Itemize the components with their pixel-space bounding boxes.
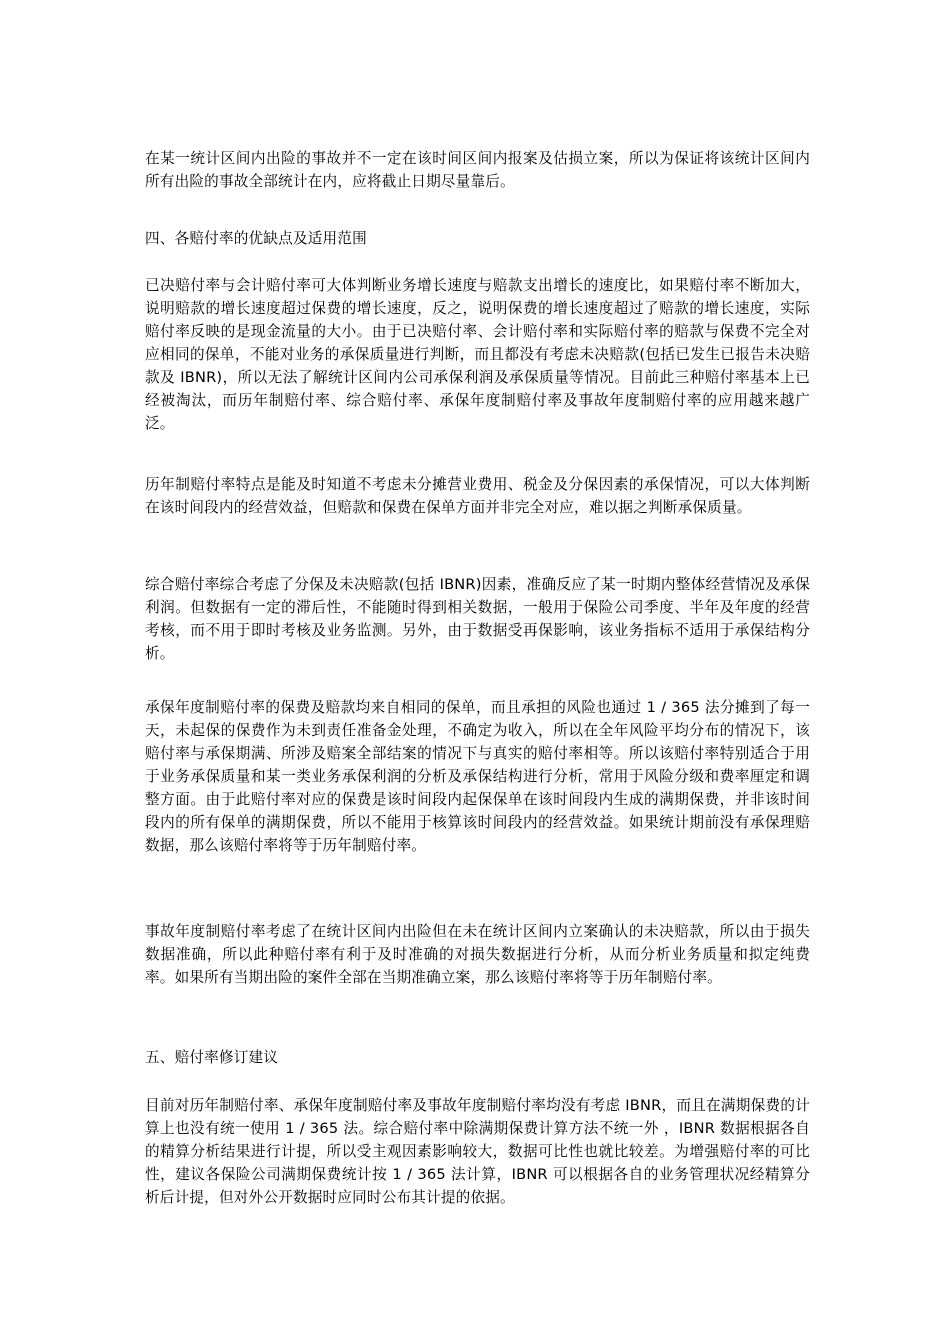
paragraph-settled-accounting-ratio: 已决赔付率与会计赔付率可大体判断业务增长速度与赔款支出增长的速度比，如果赔付率不断加大，说明赔款的增长速度超过保费的增长速度，反之，说明保费的增长速度超过了赔款的增长速度，实际赔付率反映的是现金流量的大小。由于已决赔付率、会计赔付率和实际赔付率的赔款与保费不完全对应相同的保单，不能对业务的承保质量进行判断，而且都没有考虑未决赔款(包括已发生已报告未决赔款及 IBNR)，所以无法了解统计区间内公司承保利润及承保质量等情况。目前此三种赔付率基本上已经被淘汰，而历年制赔付率、综合赔付率、承保年度制赔付率及事故年度制赔付率的应用越来越广泛。 (145, 277, 810, 432)
paragraph-underwriting-year-ratio: 承保年度制赔付率的保费及赔款均来自相同的保单，而且承担的风险也通过 1 / 365 法分摊到了每一天，未起保的保费作为未到责任准备金处理，不确定为收入，所以在全年风险平均分布的情况下，该赔付率与承保期满、所涉及赔案全部结案的情况下与真实的赔付率相等。所以该赔付率特别适合于用于业务承保质量和某一类业务承保利润的分析及承保结构进行分析，常用于风险分级和费率厘定和调整方面。由于此赔付率对应的保费是该时间段内起保保单在该时间段内生成的满期保费，并非该时间段内的所有保单的满期保费，所以不能用于核算该时间段内的经营效益。如果统计期前没有承保理赔数据，那么该赔付率将等于历年制赔付率。 (145, 699, 810, 854)
paragraph-calendar-year-ratio: 历年制赔付率特点是能及时知道不考虑未分摊营业费用、税金及分保因素的承保情况，可以大体判断在该时间段内的经营效益，但赔款和保费在保单方面并非完全对应，难以据之判断承保质量。 (145, 476, 810, 516)
paragraph-revision-suggestions: 目前对历年制赔付率、承保年度制赔付率及事故年度制赔付率均没有考虑 IBNR，而且在满期保费的计算上也没有统一使用 1 / 365 法。综合赔付率中除满期保费计算方法不统一外 ，IBNR 数据根据各自的精算分析结果进行计提，所以受主观因素影响较大，数据可比性也就比较差。为增强赔付率的可比性，建议各保险公司满期保费统计按 1 / 365 法计算，IBNR 可以根据各自的业务管理状况经精算分析后计提，但对外公开数据时应同时公布其计提的依据。 (145, 1097, 810, 1206)
paragraph-cutoff-date: 在某一统计区间内出险的事故并不一定在该时间区间内报案及估损立案，所以为保证将该统计区间内所有出险的事故全部统计在内，应将截止日期尽量靠后。 (145, 150, 810, 190)
paragraph-combined-ratio: 综合赔付率综合考虑了分保及未决赔款(包括 IBNR)因素，准确反应了某一时期内整体经营情况及承保利润。但数据有一定的滞后性，不能随时得到相关数据，一般用于保险公司季度、半年及年度的经营考核，而不用于即时考核及业务监测。另外，由于数据受再保影响，该业务指标不适用于承保结构分析。 (145, 576, 810, 662)
paragraph-accident-year-ratio: 事故年度制赔付率考虑了在统计区间内出险但在未在统计区间内立案确认的未决赔款，所以由于损失数据准确，所以此种赔付率有利于及时准确的对损失数据进行分析，从而分析业务质量和拟定纯费率。如果所有当期出险的案件全部在当期准确立案，那么该赔付率将等于历年制赔付率。 (145, 923, 810, 986)
section-heading-4: 四、各赔付率的优缺点及适用范围 (145, 230, 367, 247)
section-heading-5: 五、赔付率修订建议 (145, 1049, 279, 1066)
